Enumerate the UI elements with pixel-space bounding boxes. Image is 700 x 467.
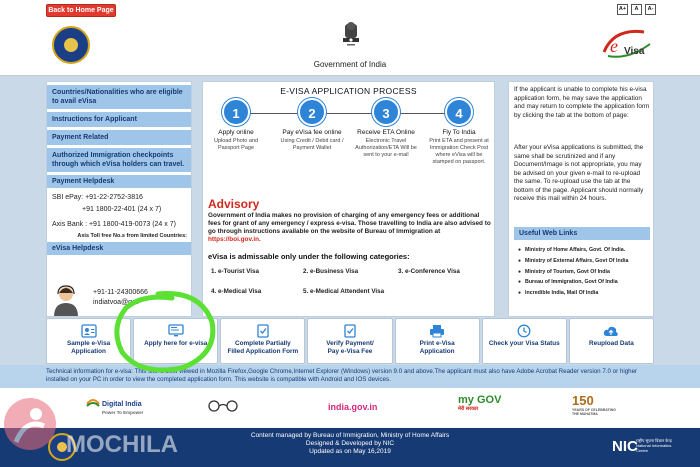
advisory-line-instructions: Those travelling to India are also advised to go through instructions available on the website of Bureau of Immigration at (208, 220, 491, 235)
step-description: Print ETA and present at Immigration Check Post where eVisa will be stamped on passport. (429, 138, 489, 165)
watermark-text: MOCHILA (66, 431, 178, 458)
print-evisa-button[interactable] (395, 318, 480, 364)
mygov-tagline: मेरी सरकार (458, 406, 479, 412)
sbi-epay-number: SBI ePay: +91-22-2752-3816 (52, 194, 143, 201)
digital-india-logo[interactable] (86, 398, 143, 415)
gandhi-150-logo[interactable] (572, 393, 620, 416)
payment-helpdesk-heading: Payment Helpdesk (47, 175, 191, 188)
evisa-logo-icon (598, 24, 656, 62)
action-label-line2: Application (71, 347, 106, 355)
svg-text:Visa: Visa (624, 46, 645, 57)
action-label-line2: Application (419, 347, 455, 355)
swachh-bharat-logo[interactable] (206, 399, 240, 415)
printer-icon (429, 324, 445, 338)
sample-evisa-button[interactable] (46, 318, 131, 364)
category-e-medical-attendant: 5. e-Medical Attendent Visa (303, 288, 385, 295)
step-description: Electronic Travel Authorization/ETA Will be sent to your e-mail (355, 138, 417, 158)
mygov-label: my GOV (458, 394, 502, 406)
font-normal-button[interactable]: A (631, 4, 642, 15)
nic-tagline: राष्ट्रीय सूचना विज्ञान केन्द्र National Informatics Centre (636, 438, 672, 453)
evisa-process-panel (202, 81, 495, 317)
reupload-info: After your eVisa applications is submitted, the same shall be scrutinized and if any Document/Image is not appropriate, you may be advised on your given e-mail to re-upload the same. To re-upload use the tab at the bottom of the page. Applicant should normally receive this mail within 24 hours. (514, 144, 644, 202)
weblink-external-affairs[interactable]: ● Ministry of External Affairs, Govt Of India (518, 258, 650, 265)
action-label-line2: Pay e-Visa Fee (327, 347, 373, 355)
action-label: Verify Payment/ (326, 340, 374, 347)
step-number: 1 (222, 98, 250, 126)
edit-form-icon (255, 324, 271, 338)
weblink-incredible-india[interactable]: ● Incredible India, Mail Of India (518, 290, 650, 297)
step-description: Using Credit / Debit card / Payment Wallet (280, 138, 344, 151)
apply-evisa-button[interactable] (133, 318, 218, 364)
process-title: E-VISA APPLICATION PROCESS (280, 86, 417, 96)
step-title: Receive ETA Online (357, 129, 415, 136)
step-title: Apply online (218, 129, 254, 136)
sbi-epay-tollfree: +91 1800-22-401 (24 x 7) (82, 205, 162, 213)
sidebar-link-payment-related[interactable]: Payment Related (47, 130, 191, 145)
evisa-helpdesk-heading: eVisa Helpdesk (47, 242, 191, 255)
category-e-tourist: 1. e-Tourist Visa (211, 268, 260, 275)
boi-website-link[interactable]: https://boi.gov.in. (208, 236, 261, 243)
user-card-icon (81, 324, 97, 338)
ashoka-emblem-icon (338, 20, 364, 52)
upload-cloud-icon (603, 324, 619, 338)
sidebar-link-immigration-checkpoints[interactable]: Authorized Immigration checkpoints through which eVisa holders can travel. (47, 148, 191, 172)
action-label: Complete Partially (234, 340, 291, 347)
step-description: Upload Photo and Passport Page (213, 138, 259, 151)
partner-logos-strip (0, 388, 700, 428)
clock-icon (516, 324, 532, 338)
nic-logo[interactable]: NIC (612, 438, 638, 455)
step-number: 3 (372, 98, 400, 126)
action-label: Reupload Data (589, 340, 634, 347)
verify-payment-button[interactable] (307, 318, 392, 364)
complete-partial-form-button[interactable] (220, 318, 305, 364)
font-decrease-button[interactable]: A- (645, 4, 656, 15)
save-application-info: If the applicant is unable to complete his e-visa application form, he may save the application and may return to complete the application form by clicking the tab at the bottom of page: (514, 86, 650, 119)
action-label: Sample e-Visa (66, 340, 111, 347)
back-to-home-button[interactable]: Back to Home Page (46, 4, 116, 17)
footer-updated-date: Updated as on May 16,2019 (309, 448, 391, 456)
footer-designed-by: Designed & Developed by NIC (305, 440, 395, 448)
step-title: Pay eVisa fee online (282, 129, 342, 136)
helpdesk-contact (93, 288, 148, 307)
left-sidebar (46, 81, 192, 317)
step-fly-to-india (426, 98, 492, 166)
svg-text:e: e (610, 36, 618, 56)
useful-web-links-heading: Useful Web Links (514, 227, 650, 240)
technical-info-bar (0, 365, 700, 388)
visa-categories-heading: eVisa is admissable only under the following categories: (208, 252, 410, 261)
weblink-home-affairs[interactable]: ● Ministry of Home Affairs, Govt. Of India. (518, 247, 650, 254)
india-gov-logo[interactable]: india.gov.in (328, 402, 378, 412)
weblink-bureau-immigration[interactable]: ● Bureau of Immigration, Govt Of India (518, 279, 650, 286)
sidebar-link-instructions[interactable]: Instructions for Applicant (47, 112, 191, 127)
footer-content-managed: Content managed by Bureau of Immigration, Ministry of Home Affairs (250, 432, 450, 439)
digital-india-tagline: Power To Empower (102, 410, 144, 415)
footer-credits (230, 432, 470, 457)
advisory-text (208, 212, 492, 244)
action-label: Check your Visa Status (488, 340, 560, 347)
gandhi-150-tagline: YEARS OF CELEBRATING THE MAHATMA (572, 408, 616, 416)
step-receive-eta (353, 98, 419, 159)
immigration-emblem-icon (52, 26, 90, 64)
digital-india-icon (86, 398, 100, 410)
helpdesk-agent-icon (51, 283, 81, 317)
action-label: Apply here for e-visa (144, 340, 208, 347)
action-label-line2: Filled Application Form (227, 347, 299, 355)
weblink-tourism[interactable]: ● Ministry of Tourism, Govt Of India (518, 269, 650, 276)
technical-info-text: Technical information for e-visa: This site is best viewed in Mozilla Firefox,Google Chrome,Internet Explorer (Windows) version 9.0 and above.The applicant must also have Adobe Acrobat Reader version 7.0 or higher installed on your PC in order to view the completed application form. This website is compatible with Android and IOS devices. (46, 368, 638, 383)
government-title: Government of India (313, 60, 387, 69)
helpdesk-phone: +91-11-24300666 (93, 289, 148, 296)
payment-icon (342, 324, 358, 338)
gandhi-150-number: 150 (572, 393, 594, 408)
digital-india-label: Digital India (101, 400, 142, 408)
action-label: Print e-Visa (419, 340, 455, 347)
mygov-logo[interactable] (458, 394, 501, 412)
useful-web-links-list (518, 247, 650, 301)
step-title: Fly To India (442, 129, 476, 136)
sidebar-link-eligible-countries[interactable]: Countries/Nationalities who are eligible to avail eVisa (47, 85, 191, 109)
step-number: 4 (445, 98, 473, 126)
toll-free-note: Axis Toll free No.s from limited Countries: (77, 232, 187, 239)
step-number: 2 (298, 98, 326, 126)
site-header (0, 0, 700, 76)
advisory-heading: Advisory (208, 197, 260, 211)
site-footer (0, 428, 700, 467)
info-panel (508, 81, 654, 317)
step-pay-fee (279, 98, 345, 152)
font-increase-button[interactable]: A+ (617, 4, 628, 15)
spectacles-icon (206, 399, 240, 413)
axis-bank-number: Axis Bank : +91 1800-419-0073 (24 x 7) (52, 221, 176, 228)
category-e-medical: 4. e-Medical Visa (211, 288, 262, 295)
reupload-data-button[interactable] (569, 318, 654, 364)
monitor-icon (168, 324, 184, 338)
footer-emblem-icon (48, 433, 76, 461)
category-e-business: 2. e-Business Visa (303, 268, 359, 275)
check-visa-status-button[interactable] (482, 318, 567, 364)
advisory-line-fees: Government of India makes no provision of charging of any emergency fees or additional fees for grant of any emergency / express e-visa. (208, 212, 480, 227)
font-size-controls (617, 4, 656, 15)
action-buttons-row (46, 318, 654, 364)
helpdesk-email[interactable]: indiatvoa@gov (93, 298, 140, 306)
step-apply-online (203, 98, 269, 152)
category-e-conference: 3. e-Conference Visa (398, 268, 460, 275)
